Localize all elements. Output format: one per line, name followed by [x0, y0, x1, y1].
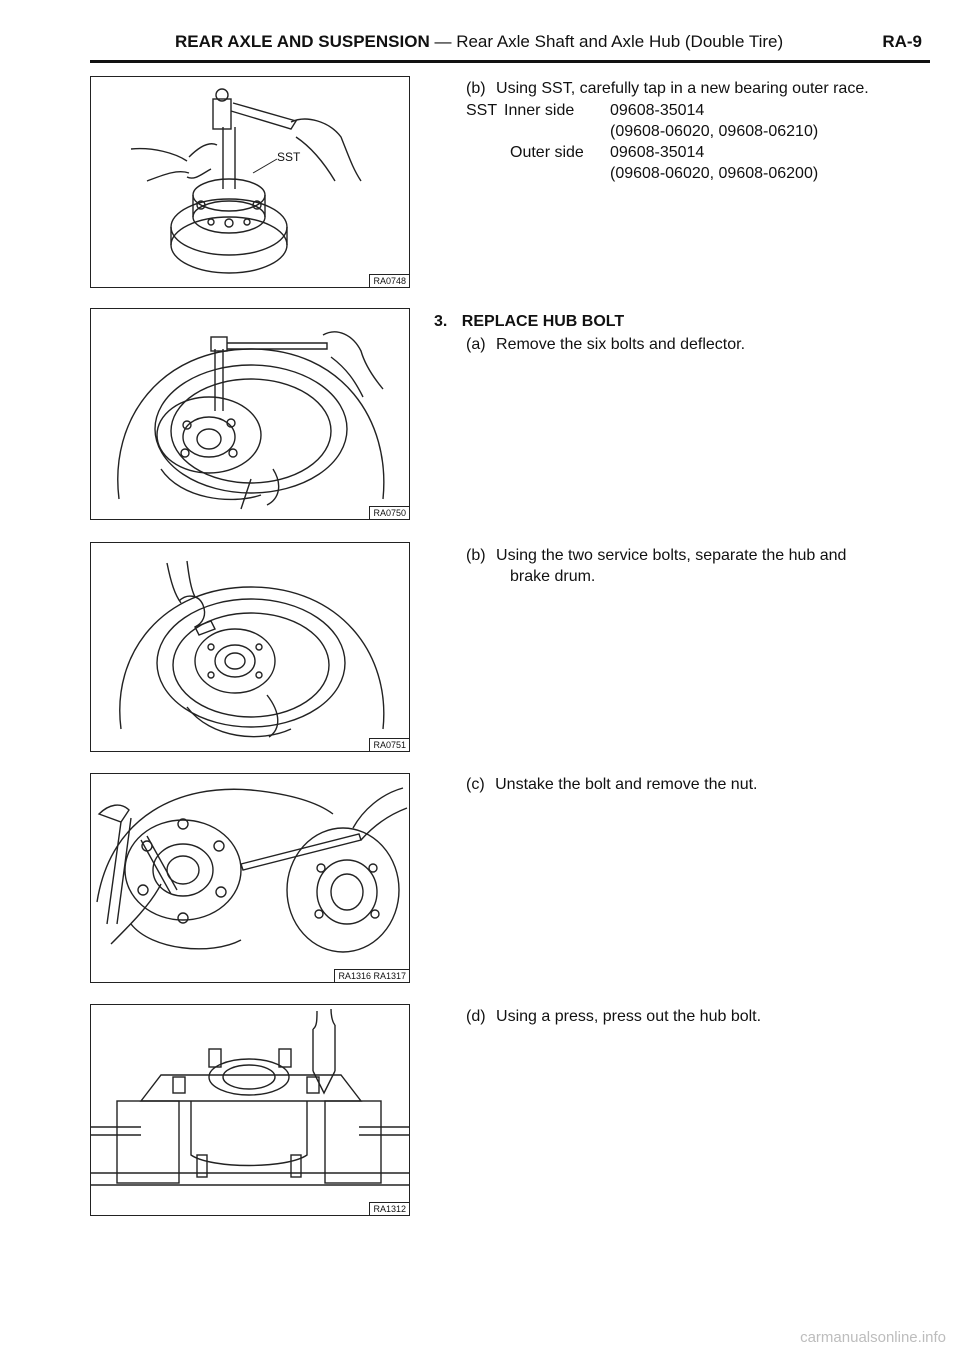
step-d-press-bolt [466, 1006, 761, 1027]
step-text: Unstake the bolt and remove the nut. [495, 776, 758, 793]
step-text: Using a press, press out the hub bolt. [496, 1008, 762, 1025]
step-label: (c) [466, 776, 485, 793]
figure-code: RA0748 [369, 274, 409, 287]
illustration-press [91, 1005, 409, 1215]
section-subtitle: Rear Axle Shaft and Axle Hub (Double Tire) [456, 32, 784, 51]
watermark: carmanualsonline.info [800, 1329, 946, 1346]
step-a-remove-bolts [466, 334, 745, 355]
sst-inner-label: Inner side [504, 102, 575, 119]
section-title-text: REPLACE HUB BOLT [461, 313, 625, 330]
step-text-line2: brake drum. [510, 568, 596, 585]
figure-code: RA0750 [369, 506, 409, 519]
step-label: (a) [466, 336, 486, 353]
step-text: Remove the six bolts and deflector. [496, 336, 746, 353]
section-heading [434, 311, 624, 332]
step-label: (b) [466, 547, 486, 564]
sst-outer-part: 09608-35014 [610, 144, 705, 161]
page-header [90, 30, 930, 63]
step-text-line1: Using the two service bolts, separate the hub and [496, 547, 847, 564]
section-title: REAR AXLE AND SUSPENSION [175, 32, 430, 51]
figure-code: RA1312 [369, 1202, 409, 1215]
section-number: 3. [434, 313, 448, 330]
figure-remove-bolts [90, 308, 410, 520]
figure-service-bolts [90, 542, 410, 752]
header-title [175, 32, 783, 52]
sst-outer-sub: (09608-06020, 09608-06200) [610, 165, 819, 182]
step-b-separate-hub [466, 545, 846, 566]
step-label: (b) [466, 80, 486, 97]
illustration-separate-hub [91, 543, 409, 751]
illustration-chisel-hub [91, 774, 409, 982]
illustration-wrench-hub [91, 309, 409, 519]
sst-callout: SST [277, 150, 301, 164]
figure-press-bolt [90, 1004, 410, 1216]
figure-code: RA1316 RA1317 [334, 969, 409, 982]
sst-inner-part: 09608-35014 [610, 102, 705, 119]
figure-unstake-bolt [90, 773, 410, 983]
sst-inner-sub: (09608-06020, 09608-06210) [610, 123, 819, 140]
sst-outer-label: Outer side [510, 144, 584, 161]
page-number: RA-9 [882, 32, 922, 51]
figure-sst-bearing-race [90, 76, 410, 288]
illustration-hammer-sst [91, 77, 409, 287]
step-b-bearing-race [466, 78, 869, 99]
step-c-unstake-bolt [466, 774, 758, 795]
step-text: Using SST, carefully tap in a new bearing outer race. [496, 80, 869, 97]
step-label: (d) [466, 1008, 486, 1025]
figure-code: RA0751 [369, 738, 409, 751]
sst-label: SST [466, 102, 498, 119]
title-separator: — [434, 32, 452, 51]
